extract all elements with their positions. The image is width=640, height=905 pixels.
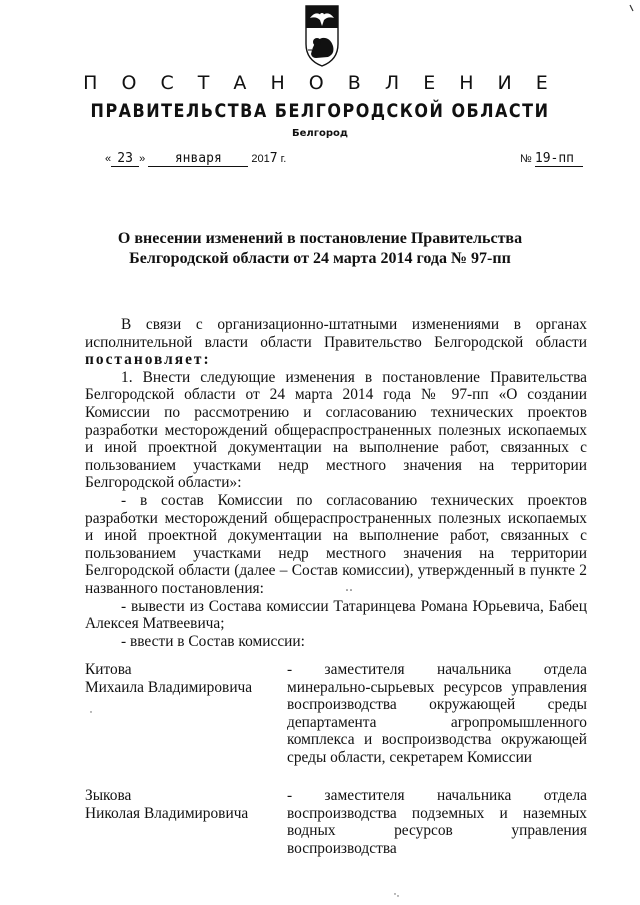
scan-speck-mark xyxy=(86,708,96,716)
scan-speck-mark xyxy=(392,891,402,899)
member-role: - заместителя начальника отдела воспроизводства подземных и наземных водных ресурсов управления воспроизводства xyxy=(287,787,587,857)
document-body xyxy=(85,316,587,650)
date-close-quote: » xyxy=(139,153,146,165)
scan-speck-mark xyxy=(344,586,354,594)
coat-of-arms-emblem xyxy=(302,4,342,68)
number-label: № xyxy=(520,153,532,165)
heading-line-2: Белгородской области от 24 марта 2014 года № 97-пп xyxy=(129,250,511,267)
intro-paragraph xyxy=(85,316,587,369)
date-month: января xyxy=(148,151,248,167)
heading-line-1: О внесении изменений в постановление Правительства xyxy=(117,230,523,247)
member-given-names: Николая Владимировича xyxy=(85,804,249,822)
date-year-prefix: 201 xyxy=(251,153,270,165)
intro-keyword: постановляет: xyxy=(85,351,211,369)
city-label: Белгород xyxy=(292,128,348,139)
paragraph-item-1: 1. Внести следующие изменения в постановление Правительства Белгородской области от 24 марта 2014 года № 97-пп «О создании Комиссии по рассмотрению и согласованию технических проектов разработки месторождений общераспространенных полезных ископаемых и иной проектной документации на выполнение работ, связанных с пользованием участками недр местного значения на территории Белгородской области»: xyxy=(85,368,587,492)
date-year-suffix: г. xyxy=(280,153,287,165)
paragraph-item-3: - вывести из Состава комиссии Татаринцева Романа Юрьевича, Бабец Алексея Матвеевича; xyxy=(85,597,587,633)
paragraph-item-2: - в состав Комиссии по согласованию технических проектов разработки месторождений общераспространенных полезных ископаемых и иной проектной документации на выполнение работ, связанных с пользованием участками недр местного значения на территории Белгородской области (далее – Состав комиссии), утвержденный в пункте 2 названного постановления: xyxy=(85,491,587,597)
member-name xyxy=(85,661,275,696)
document-heading xyxy=(0,229,640,269)
issuer-title: ПРАВИТЕЛЬСТВА БЕЛГОРОДСКОЙ ОБЛАСТИ xyxy=(90,99,550,122)
document-number-field xyxy=(520,151,583,167)
member-name xyxy=(85,787,275,822)
member-given-names: Михаила Владимировича xyxy=(85,678,253,696)
date-year-handwritten: 7 xyxy=(269,151,278,166)
scan-speck-mark xyxy=(628,4,638,12)
date-field xyxy=(105,151,286,167)
paragraph-item-4: - ввести в Состав комиссии: xyxy=(121,632,305,650)
date-open-quote: « xyxy=(105,153,112,165)
member-surname: Зыкова xyxy=(85,787,132,804)
document-type-title: П О С Т А Н О В Л Е Н И Е xyxy=(83,72,557,94)
member-role: - заместителя начальника отдела минерально-сырьевых ресурсов управления воспроизводства окружающей среды департамента агропромышленного комплекса и воспроизводства окружающей среды области, секретарем Комиссии xyxy=(287,661,587,766)
date-day: 23 xyxy=(111,151,139,167)
member-surname: Китова xyxy=(85,661,132,678)
intro-text: В связи с организационно-штатными изменениями в органах исполнительной власти области Правительство Белгородской области xyxy=(85,316,587,351)
document-number: 19-пп xyxy=(535,151,583,167)
